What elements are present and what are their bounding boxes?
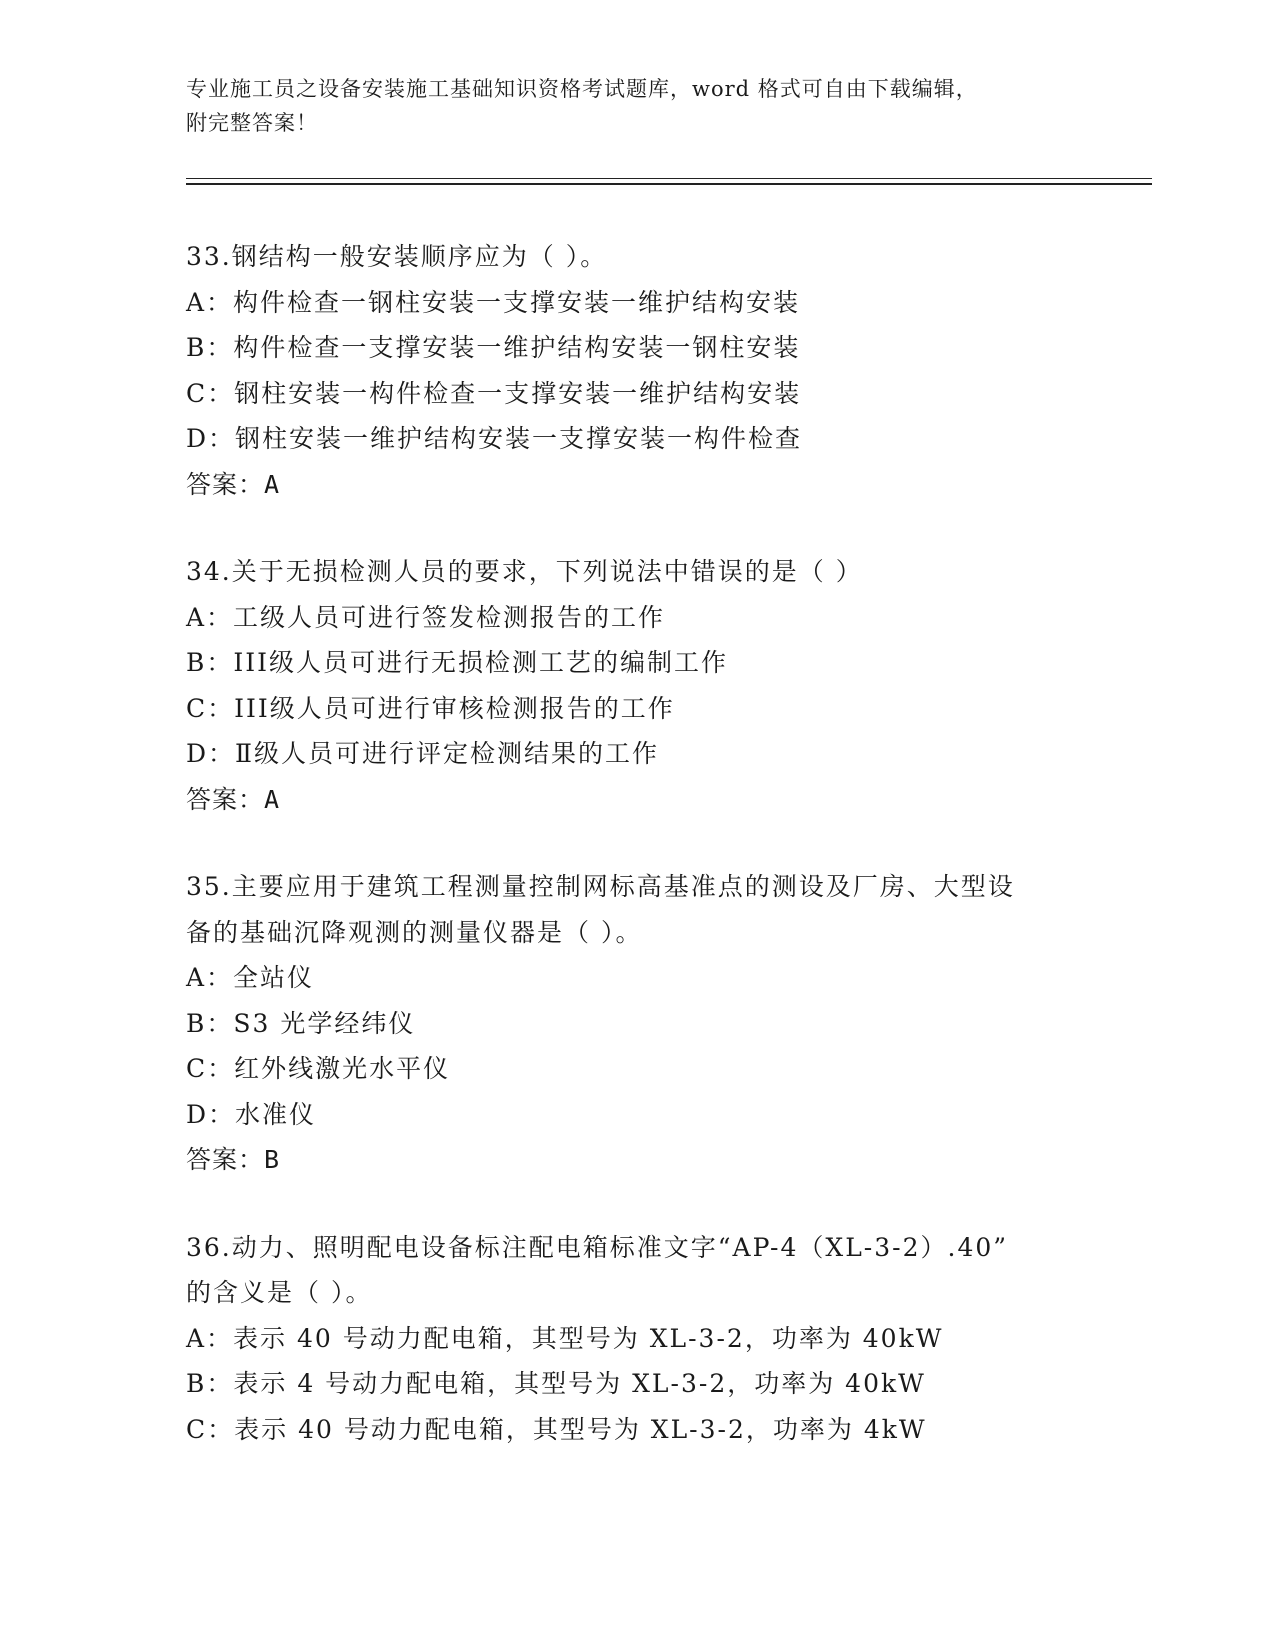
option-c: C：III级人员可进行审核检测报告的工作 (186, 693, 675, 723)
option-a: A：工级人员可进行签发检测报告的工作 (186, 602, 666, 632)
option-d: D：钢柱安装一维护结构安装一支撑安装一构件检查 (186, 424, 803, 453)
question-stem: 34.关于无损检测人员的要求，下列说法中错误的是（ ） (186, 557, 863, 586)
answer-label: 答案： (186, 469, 265, 499)
answer-label: 答案： (186, 784, 265, 814)
answer-line (186, 777, 1086, 823)
question-35 (186, 864, 1086, 1183)
question-stem: 33.钢结构一般安装顺序应为（ ）。 (186, 242, 608, 271)
document-header (186, 72, 1066, 140)
option-a: A：构件检查一钢柱安装一支撑安装一维护结构安装 (186, 287, 801, 317)
answer-value: A (264, 469, 280, 499)
question-list (186, 234, 1086, 1494)
question-33 (186, 234, 1086, 507)
answer-label: 答案： (186, 1145, 265, 1174)
option-a: A：全站仪 (186, 963, 315, 992)
option-b: B：构件检查一支撑安装一维护结构安装一钢柱安装 (186, 333, 801, 362)
header-line-2: 附完整答案！ (186, 111, 318, 135)
question-stem-line-2: 的含义是（ ）。 (186, 1278, 373, 1307)
answer-value: B (264, 1145, 280, 1174)
question-stem-line-1: 36.动力、照明配电设备标注配电箱标准文字“AP-4（XL-3-2）.40” (186, 1232, 1009, 1262)
answer-line (186, 462, 1086, 508)
answer-value: A (264, 784, 280, 814)
option-b: B：S3 光学经纬仪 (186, 1008, 416, 1038)
answer-line (186, 1137, 1086, 1183)
option-c: C：红外线激光水平仪 (186, 1054, 451, 1083)
option-b: B：III级人员可进行无损检测工艺的编制工作 (186, 648, 728, 677)
header-divider-thick (186, 183, 1152, 185)
option-a: A：表示 40 号动力配电箱，其型号为 XL-3-2，功率为 40kW (186, 1323, 944, 1353)
option-c: C：表示 40 号动力配电箱，其型号为 XL-3-2，功率为 4kW (186, 1414, 927, 1444)
header-divider-thin (186, 178, 1152, 179)
question-34 (186, 549, 1086, 822)
question-stem-line-2: 备的基础沉降观测的测量仪器是（ ）。 (186, 917, 643, 947)
header-line-1: 专业施工员之设备安装施工基础知识资格考试题库，word 格式可自由下载编辑， (186, 77, 978, 101)
option-b: B：表示 4 号动力配电箱，其型号为 XL-3-2，功率为 40kW (186, 1369, 926, 1398)
question-stem-line-1: 35.主要应用于建筑工程测量控制网标高基准点的测设及厂房、大型设 (186, 872, 1015, 901)
option-d: D：水准仪 (186, 1099, 317, 1129)
question-36 (186, 1225, 1086, 1453)
option-d: D：Ⅱ级人员可进行评定检测结果的工作 (186, 739, 660, 768)
option-c: C：钢柱安装一构件检查一支撑安装一维护结构安装 (186, 378, 802, 408)
